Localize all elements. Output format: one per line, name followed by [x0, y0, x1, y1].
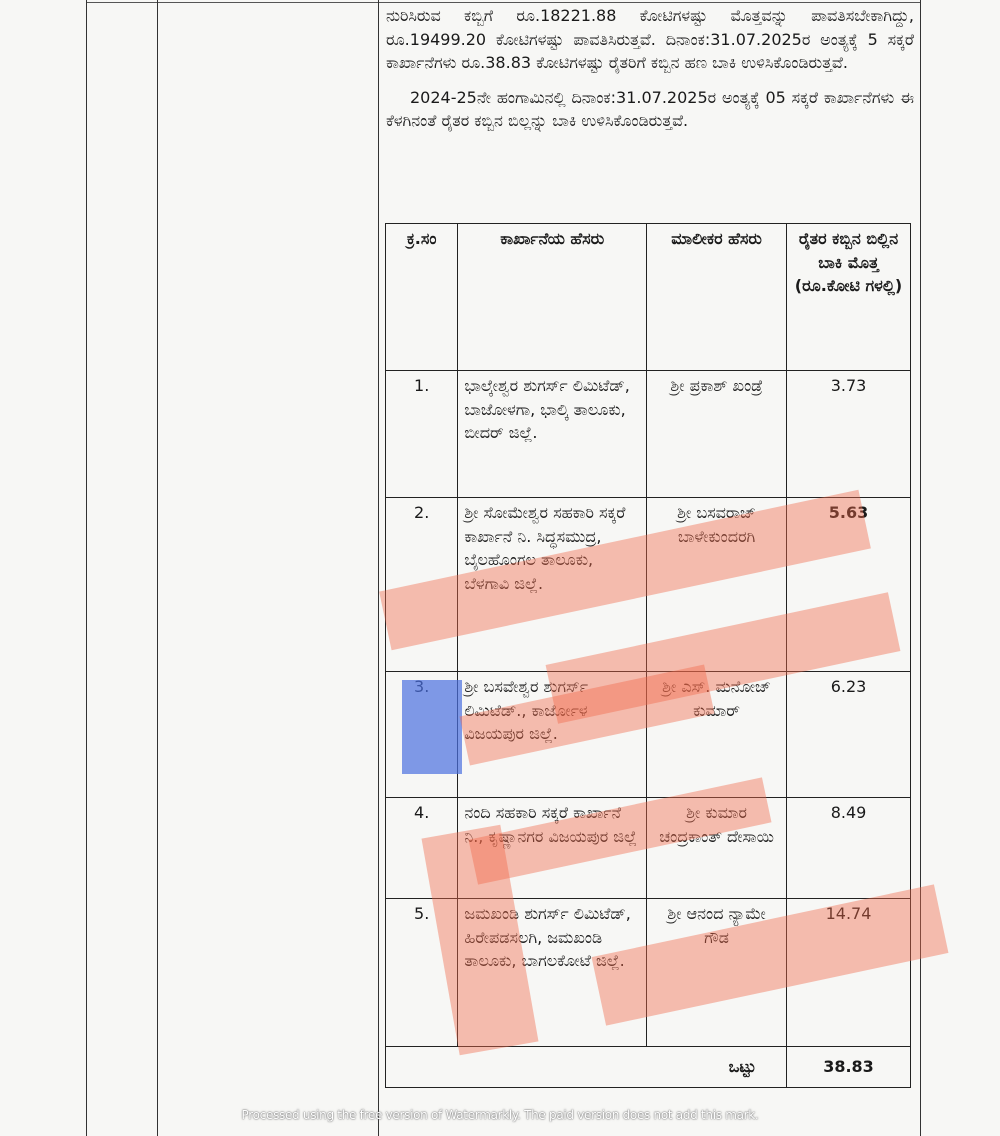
table-header-row — [386, 224, 911, 371]
row-factory: ಭಾಲ್ಕೇಶ್ವರ ಶುಗರ್ಸ್ ಲಿಮಿಟೆಡ್, ಬಾಜೋಳಗಾ, ಭಾಲ್ಕಿ ತಾಲೂಕು, ಬೀದರ್ ಜಿಲ್ಲೆ. — [458, 371, 647, 498]
header-amount: ರೈತರ ಕಬ್ಬಿನ ಬಿಲ್ಲಿನ ಬಾಕಿ ಮೊತ್ತ (ರೂ.ಕೋಟಿ ಗಳಲ್ಲಿ) — [787, 224, 911, 371]
row-amount: 3.73 — [787, 371, 911, 498]
row-amount: 14.74 — [787, 899, 911, 1047]
row-serial: 4. — [386, 798, 458, 899]
total-amount: 38.83 — [787, 1047, 911, 1088]
row-factory: ಶ್ರೀ ಬಸವೇಶ್ವರ ಶುಗರ್ಸ್ ಲಿಮಿಟೆಡ್., ಕಾರ್ಜೋಳ ವಿಜಯಪುರ ಜಿಲ್ಲೆ. — [458, 672, 647, 798]
column-divider — [378, 0, 379, 1136]
header-owner: ಮಾಲೀಕರ ಹೆಸರು — [647, 224, 787, 371]
column-divider — [86, 0, 87, 1136]
table-top-border — [86, 2, 921, 3]
header-serial: ಕ್ರ.ಸಂ — [386, 224, 458, 371]
watermark-text: Processed using the free version of Watermarkly. The paid version does not add this mark. — [241, 1108, 759, 1122]
paragraph-2: 2024-25ನೇ ಹಂಗಾಮಿನಲ್ಲಿ ದಿನಾಂಕ:31.07.2025ರ ಅಂತ್ಯಕ್ಕೆ 05 ಸಕ್ಕರೆ ಕಾರ್ಖಾನೆಗಳು ಈ ಕೆಳಗಿನಂತೆ ರೈತರ ಕಬ್ಬಿನ ಬಿಲ್ಲನ್ನು ಬಾಕಿ ಉಳಿಸಿಕೊಂಡಿರುತ್ತವೆ. — [386, 87, 914, 130]
column-divider — [157, 0, 158, 1136]
row-factory: ಜಮಖಂಡಿ ಶುಗರ್ಸ್ ಲಿಮಿಟೆಡ್, ಹಿರೇಪಡಸಲಗಿ, ಜಮಖಂಡಿ ತಾಲೂಕು, ಬಾಗಲಕೋಟೆ ಜಿಲ್ಲೆ. — [458, 899, 647, 1047]
row-factory: ಶ್ರೀ ಸೋಮೇಶ್ವರ ಸಹಕಾರಿ ಸಕ್ಕರೆ ಕಾರ್ಖಾನೆ ನಿ. ಸಿದ್ಧಸಮುದ್ರ, ಬೈಲಹೊಂಗಲ ತಾಲೂಕು, ಬೆಳಗಾವಿ ಜಿಲ್ಲೆ. — [458, 498, 647, 672]
row-owner: ಶ್ರೀ ಪ್ರಕಾಶ್ ಖಂಡ್ರೆ — [647, 371, 787, 498]
row-owner: ಶ್ರೀ ಆನಂದ ನ್ಯಾಮೇ ಗೌಡ — [647, 899, 787, 1047]
row-serial: 5. — [386, 899, 458, 1047]
row-amount: 8.49 — [787, 798, 911, 899]
header-factory: ಕಾರ್ಖಾನೆಯ ಹೆಸರು — [458, 224, 647, 371]
total-label: ಒಟ್ಟು — [386, 1047, 787, 1088]
row-serial: 2. — [386, 498, 458, 672]
column-divider — [920, 0, 921, 1136]
row-amount: 5.63 — [787, 498, 911, 672]
row-owner: ಶ್ರೀ ಬಸವರಾಜ್ ಬಾಳೇಕುಂದರಗಿ — [647, 498, 787, 672]
row-owner: ಶ್ರೀ ಎಸ್. ಮನೋಜ್ ಕುಮಾರ್ — [647, 672, 787, 798]
text-cell — [386, 4, 914, 133]
row-owner: ಶ್ರೀ ಕುಮಾರ ಚಂದ್ರಕಾಂತ್ ದೇಸಾಯಿ — [647, 798, 787, 899]
row-factory: ನಂದಿ ಸಹಕಾರಿ ಸಕ್ಕರೆ ಕಾರ್ಖಾನೆ ನಿ., ಕೃಷ್ಣಾನಗರ ವಿಜಯಪುರ ಜಿಲ್ಲೆ — [458, 798, 647, 899]
highlight-mark — [402, 680, 462, 774]
row-amount: 6.23 — [787, 672, 911, 798]
paragraph-1: ನುರಿಸಿರುವ ಕಬ್ಬಿಗೆ ರೂ.18221.88 ಕೋಟಿಗಳಷ್ಟು ಮೊತ್ತವನ್ನು ಪಾವತಿಸಬೇಕಾಗಿದ್ದು, ರೂ.19499.20 ಕೋಟಿಗಳಷ್ಟು ಪಾವತಿಸಿರುತ್ತವೆ. ದಿನಾಂಕ:31.07.2025ರ ಅಂತ್ಯಕ್ಕೆ 5 ಸಕ್ಕರೆ ಕಾರ್ಖಾನೆಗಳು ರೂ.38.83 ಕೋಟಿಗಳಷ್ಟು ರೈತರಿಗೆ ಕಬ್ಬಿನ ಹಣ ಬಾಕಿ ಉಳಿಸಿಕೊಂಡಿರುತ್ತವೆ. — [386, 6, 914, 72]
row-serial: 1. — [386, 371, 458, 498]
table-row — [386, 371, 911, 498]
